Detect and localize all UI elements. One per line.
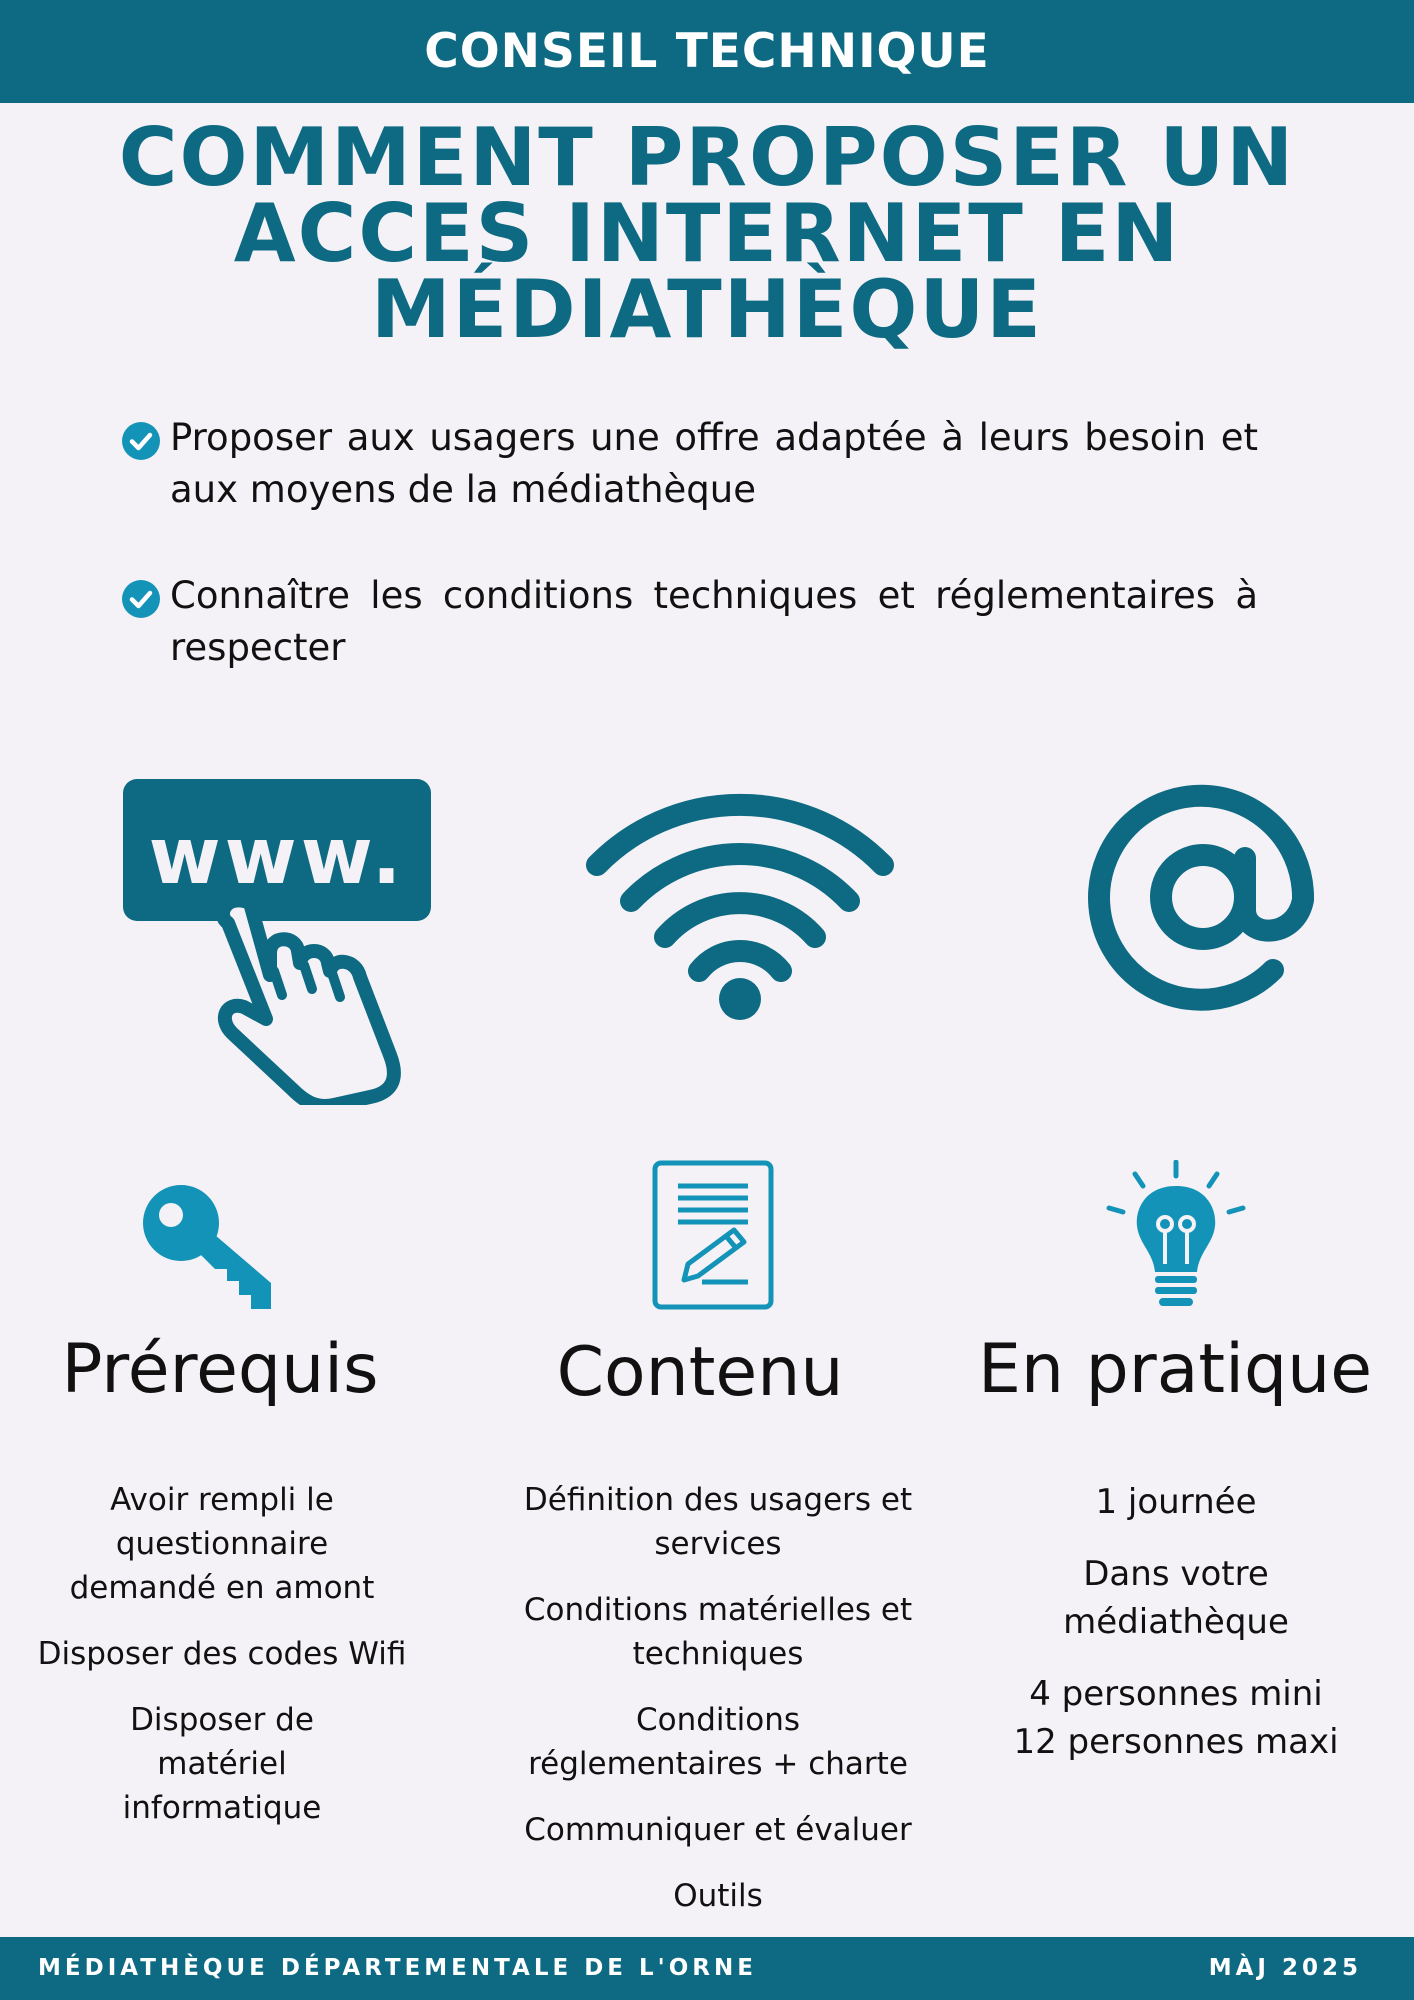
page-title <box>80 111 1334 356</box>
www-label: www. <box>148 812 406 902</box>
list-item: Disposer des codes Wifi <box>37 1636 407 1672</box>
contenu-list <box>518 1478 918 1940</box>
list-item: Communiquer et évaluer <box>524 1812 912 1848</box>
column-title-en-pratique: En pratique <box>977 1330 1373 1409</box>
wifi-icon <box>585 785 895 1025</box>
footer-organization: MÉDIATHÈQUE DÉPARTEMENTALE DE L'ORNE <box>38 1955 757 1981</box>
objective-item <box>122 570 1258 674</box>
check-circle-icon <box>122 422 160 460</box>
objective-item <box>122 412 1258 516</box>
en-pratique-list <box>1000 1478 1352 1790</box>
list-item: Conditions matérielles et techniques <box>523 1592 913 1672</box>
www-click-icon <box>120 775 440 1105</box>
title-line-3: MÉDIATHÈQUE <box>371 263 1043 356</box>
list-item: Conditions réglementaires + charte <box>528 1702 908 1782</box>
key-icon <box>135 1175 275 1310</box>
footer-bar <box>0 1937 1414 2000</box>
check-circle-icon <box>122 580 160 618</box>
column-title-prerequis: Prérequis <box>61 1330 379 1409</box>
at-sign-icon <box>1085 780 1320 1015</box>
footer-update-date: MÀJ 2025 <box>1208 1955 1362 1981</box>
prerequis-list <box>30 1478 414 1852</box>
lightbulb-icon <box>1105 1160 1247 1310</box>
title-line-2: ACCES INTERNET EN <box>233 187 1181 280</box>
document-pencil-icon <box>652 1160 774 1310</box>
list-item: Dans votre médiathèque <box>1063 1554 1289 1642</box>
list-item: 1 journée <box>1095 1482 1257 1522</box>
list-item: Définition des usagers et services <box>523 1482 913 1562</box>
list-item: 4 personnes mini <box>1029 1674 1323 1714</box>
list-item: Outils <box>673 1878 763 1914</box>
header-bar <box>0 0 1414 103</box>
list-item: Disposer de matériel informatique <box>122 1702 322 1826</box>
objective-text: Connaître les conditions techniques et réglementaires à respecter <box>170 574 1258 669</box>
title-line-1: COMMENT PROPOSER UN <box>118 111 1296 204</box>
list-item: Avoir rempli le questionnaire demandé en amont <box>69 1482 375 1606</box>
column-title-contenu: Contenu <box>556 1333 844 1412</box>
header-label: CONSEIL TECHNIQUE <box>424 24 990 79</box>
objective-text: Proposer aux usagers une offre adaptée à leurs besoin et aux moyens de la médiathèque <box>170 416 1258 511</box>
list-item: 12 personnes maxi <box>1013 1722 1339 1762</box>
